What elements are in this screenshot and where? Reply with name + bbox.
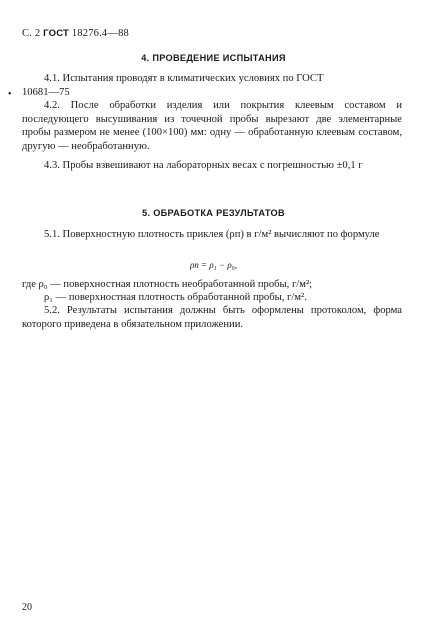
header-standard-number: 18276.4—88 <box>71 28 129 39</box>
formula-legend-rho0: где ρ₀ — поверхностная плотность необработанной пробы, г/м²; <box>22 279 313 290</box>
paragraph-5-2: 5.2. Результаты испытания должны быть оформлены протоколом, форма которого приведена в обязательном приложении. <box>22 305 402 330</box>
header-standard: ГОСТ <box>43 28 70 39</box>
paragraph-4-1-line-1: 4.1. Испытания проводят в климатических условиях по ГОСТ <box>44 73 324 84</box>
header-page-label: С. 2 <box>22 28 41 39</box>
paragraph-4-3: 4.3. Пробы взвешивают на лабораторных весах с погрешностью ±0,1 г <box>44 160 363 171</box>
paragraph-4-1-line-2: 10681—75 <box>22 86 70 98</box>
paragraph-4-1 <box>22 72 402 99</box>
section-4-title: 4. ПРОВЕДЕНИЕ ИСПЫТАНИЯ <box>141 53 286 63</box>
section-5-title: 5. ОБРАБОТКА РЕЗУЛЬТАТОВ <box>142 208 285 218</box>
formula: ρп = ρ₁ − ρ₀, <box>189 260 238 270</box>
page-number: 20 <box>22 602 32 613</box>
paragraph-5-1: 5.1. Поверхностную плотность приклея (ρп) в г/м² вычисляют по формуле <box>44 229 380 240</box>
formula-legend-rho1: ρ₁ — поверхностная плотность обработанной пробы, г/м². <box>44 292 307 303</box>
paragraph-4-2: 4.2. После обработки изделия или покрытия клеевым составом и последующего высушивания из точечной пробы вырезают две элементарные пробы размером не менее (100×100) мм: одну — обработанную клеевым составом, другую — необработанную. <box>22 100 402 152</box>
page-header <box>22 28 129 39</box>
margin-dot: • <box>8 89 12 100</box>
